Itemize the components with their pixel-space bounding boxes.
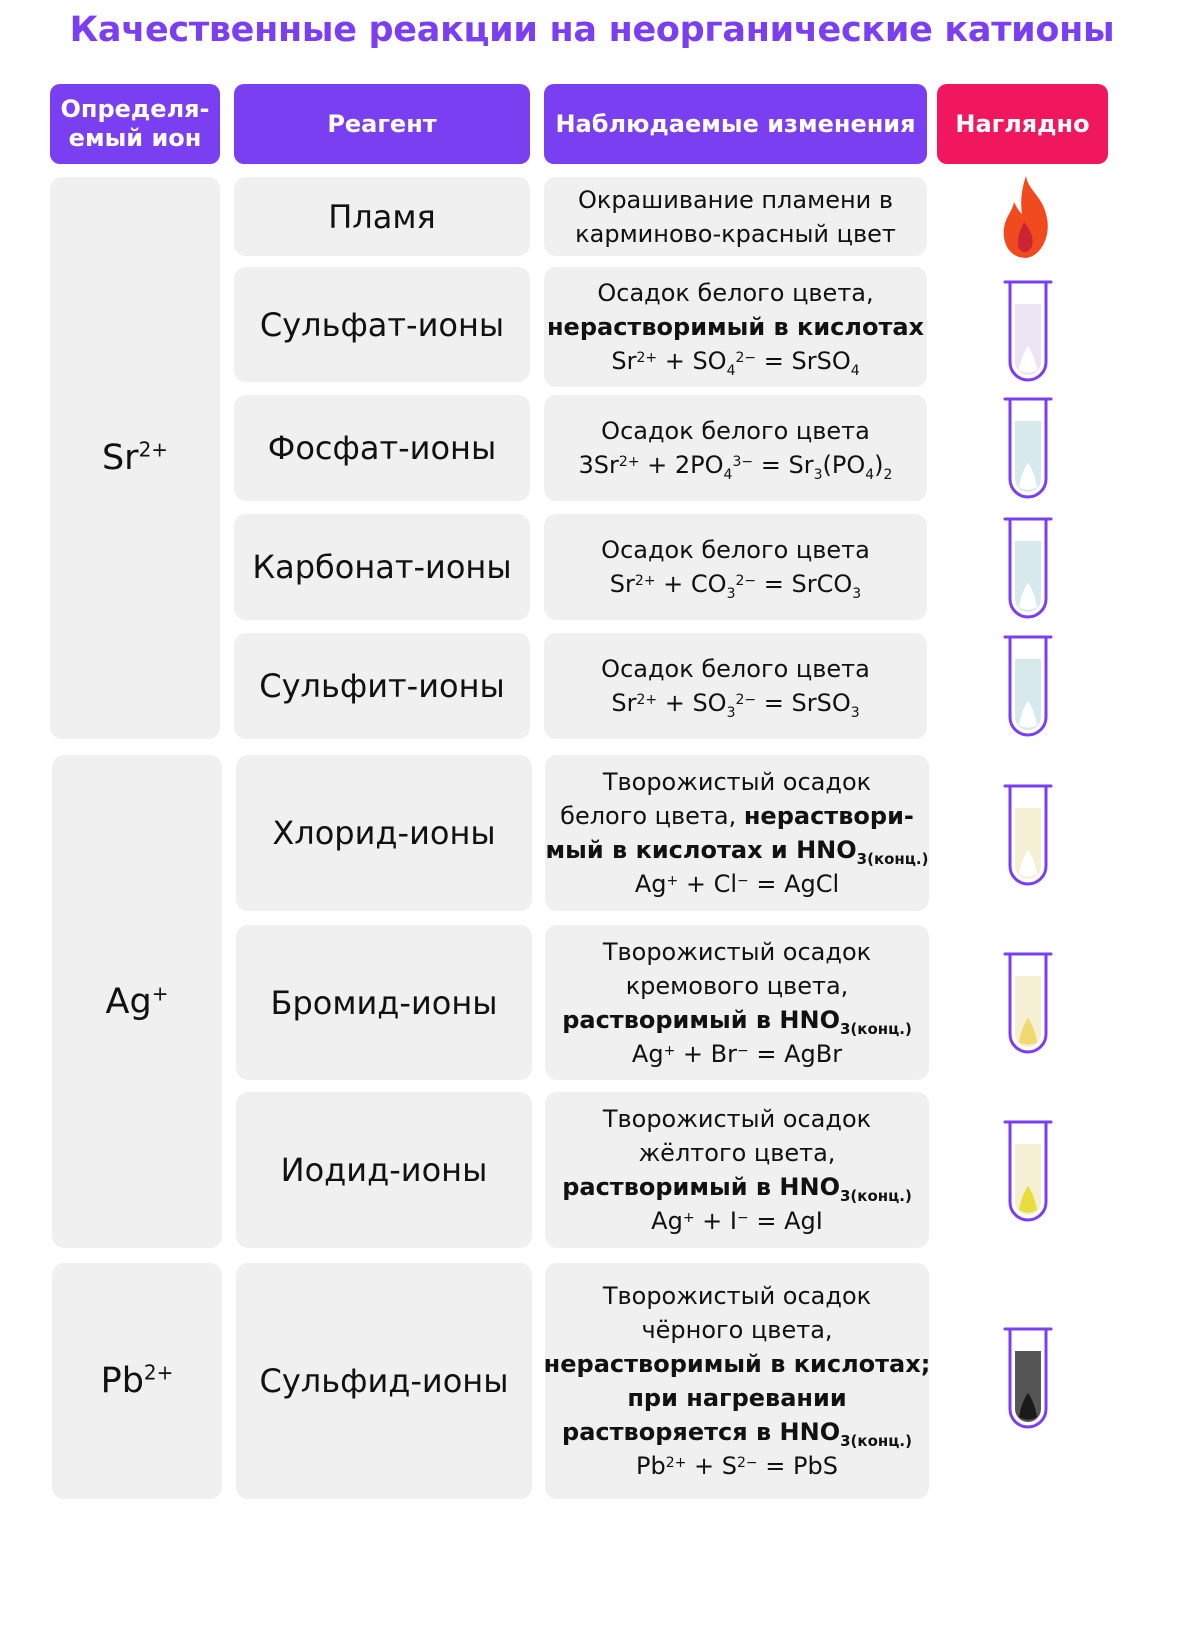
obs-flame: Окрашивание пламени в карминово-красный цвет [544,177,927,256]
ion-cell-sr [50,177,220,739]
ion-ag: Ag+ [105,980,169,1022]
test-tube-icon [1003,515,1053,621]
equation-bromide: Ag+ + Br− = AgBr [631,1039,843,1068]
header-ion [50,84,220,164]
reagent-flame: Пламя [234,177,530,256]
equation-chloride: Ag+ + Cl− = AgCl [634,870,840,898]
obs-sulfate: Осадок белого цвета, нерастворимый в кислотах $Sr^{2+} + SO_4^{2-}$ = SrSO$_4$ [544,267,927,387]
reagent-iodide: Иодид-ионы [236,1092,532,1248]
equation-sulfide: $Pb^{2+} + S^{2-}$ = PbS [636,1452,838,1480]
reagent-phosphate: Фосфат-ионы [234,395,530,501]
header-visual: Наглядно [937,84,1108,164]
obs-iodide: Творожистый осадок жёлтого цвета, растворимый в $HNO_{3(конц.)}$ Ag+ + I− = AgI [545,1092,929,1248]
ion-cell-pb [52,1263,222,1499]
header-reagent: Реагент [234,84,530,164]
test-tube-icon [1003,950,1053,1056]
equation-phosphate: $3Sr^{2+} + 2PO_4^{3-} = Sr_3(PO_4)_2$ [578,451,893,483]
obs-chloride: Творожистый осадок белого цвета, нераствори- мый в кислотах и $HNO_{3(конц.)}$ Ag+ + Cl− = AgCl [545,755,929,911]
header-observed: Наблюдаемые изменения [544,84,927,164]
obs-bromide: Творожистый осадок кремового цвета, растворимый в $HNO_{3(конц.)}$ Ag+ + Br− = AgBr [545,925,929,1080]
obs-carbonate: Осадок белого цвета $Sr^{2+} + CO_3^{2-}$ = SrCO$_3$ [544,514,927,620]
ion-cell-ag [52,755,222,1248]
test-tube-icon [1003,633,1053,739]
test-tube-icon [1003,782,1053,888]
test-tube-icon [1003,395,1053,501]
obs-sulfide: Творожистый осадок чёрного цвета, нерастворимый в кислотах; при нагревании растворяется в $HNO_{3(конц.)}$ $Pb^{2+} + S^{2-}$ = PbS [545,1263,929,1499]
flame-icon [998,172,1054,262]
reagent-sulfite: Сульфит-ионы [234,633,530,739]
reagent-sulfate: Сульфат-ионы [234,267,530,382]
reagent-bromide: Бромид-ионы [236,925,532,1080]
equation-sulfite: $Sr^{2+} + SO_3^{2-}$ = SrSO$_3$ [611,689,860,721]
reagent-chloride: Хлорид-ионы [236,755,532,911]
equation-carbonate: $Sr^{2+} + CO_3^{2-}$ = SrCO$_3$ [609,570,862,602]
equation-sulfate: $Sr^{2+} + SO_4^{2-}$ = SrSO$_4$ [611,347,860,379]
page-title: Качественные реакции на неорганические катионы [69,10,1115,50]
equation-iodide: Ag+ + I− = AgI [651,1207,823,1235]
obs-phosphate: Осадок белого цвета $3Sr^{2+} + 2PO_4^{3-} = Sr_3(PO_4)_2$ [544,395,927,501]
test-tube-icon [1003,1325,1053,1431]
ion-pb: $Pb^{2+}$ [100,1360,174,1401]
header-ion-line1: Определя- [60,95,210,123]
ion-sr: $Sr^{2+}$ [101,437,169,478]
reagent-sulfide: Сульфид-ионы [236,1263,532,1499]
obs-sulfite: Осадок белого цвета $Sr^{2+} + SO_3^{2-}$ = SrSO$_3$ [544,633,927,739]
test-tube-icon [1003,1118,1053,1224]
header-ion-line2: емый ион [68,124,202,152]
test-tube-icon [1003,278,1053,384]
reagent-carbonate: Карбонат-ионы [234,514,530,620]
